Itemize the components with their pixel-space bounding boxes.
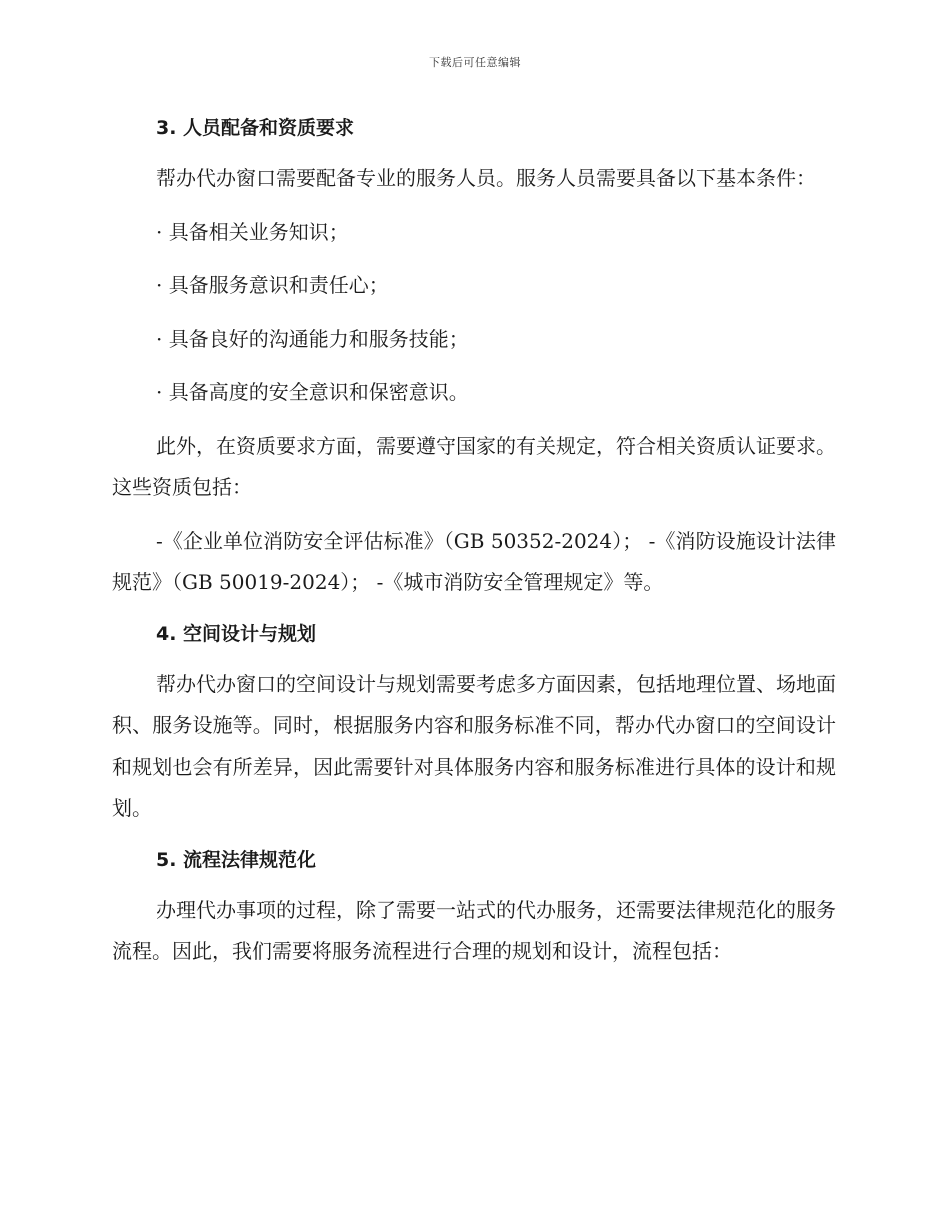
page-header: 下载后可任意编辑 [429,56,521,69]
bullet-item: · 具备高度的安全意识和保密意识。 [156,380,469,404]
qualification-intro: 此外，在资质要求方面，需要遵守国家的有关规定，符合相关资质认证要求。这些资质包括： [112,433,836,499]
section-4-heading: 4. 空间设计与规划 [156,622,317,645]
section-3-intro: 帮办代办窗口需要配备专业的服务人员。服务人员需要具备以下基本条件： [156,166,816,190]
bullet-item: · 具备良好的沟通能力和服务技能； [156,326,469,351]
bullet-item: · 具备相关业务知识； [156,219,349,244]
qualification-list: -《企业单位消防安全评估标准》（GB 50352-2024）； -《消防设施设计法律规范》（GB 50019-2024）； -《城市消防安全管理规定》等。 [112,528,836,594]
bullet-item: · 具备服务意识和责任心； [156,273,389,297]
section-4-body: 帮办代办窗口的空间设计与规划需要考虑多方面因素，包括地理位置、场地面积、服务设施等。同时，根据服务内容和服务标准不同，帮办代办窗口的空间设计和规划也会有所差异，因此需要针对具体服务内容和服务标准进行具体的设计和规划。 [112,671,836,820]
section-3-heading: 3. 人员配备和资质要求 [156,117,355,139]
section-5-heading: 5. 流程法律规范化 [156,848,317,871]
document-body [112,110,836,973]
section-5-body: 办理代办事项的过程，除了需要一站式的代办服务，还需要法律规范化的服务流程。因此，我们需要将服务流程进行合理的规划和设计，流程包括： [112,897,836,963]
